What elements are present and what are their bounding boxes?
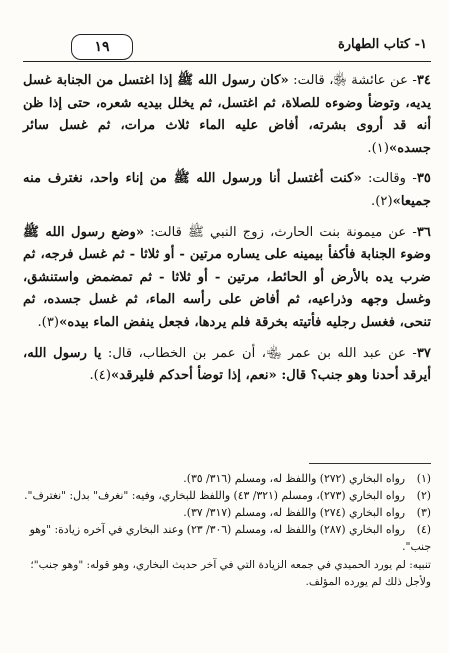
hadith-narrator: - عن عبد الله بن عمر ﵄، أن عمر بن الخطاب، قال: (101, 345, 417, 361)
footnote-text: رواه البخاري (٢٧٣)، ومسلم (٣٢١/ ٤٣) واللفظ للبخاري، وفيه: "نغرف" بدل: "نغترف". (24, 489, 405, 502)
footnote-ref: (١). (367, 140, 389, 156)
hadith-narrator: - عن ميمونة بنت الحارث، زوج النبي ﷺ قالت: (144, 224, 417, 240)
footnote-2 (23, 487, 431, 504)
footnote-text: رواه البخاري (٢٧٢) واللفظ له، ومسلم (٣١٦/ ٣٥). (183, 472, 405, 485)
hadith-number: ٣٥ (416, 171, 431, 187)
hadith-number: ٣٧ (416, 345, 432, 361)
hadith-35 (23, 168, 431, 213)
hadith-36 (23, 222, 431, 335)
page-number-badge (71, 34, 133, 60)
hadith-number: ٣٦ (416, 224, 431, 240)
footnote-number: (١) (416, 472, 431, 485)
footnote-number: (٤) (416, 523, 431, 536)
footnote-3 (23, 504, 431, 521)
chapter-title: ١- كتاب الطهارة (337, 37, 427, 52)
header-divider (23, 61, 431, 62)
footnote-ref: (٣). (37, 314, 60, 330)
editor-note: تنبيه: لم يورد الحميدي في جمعه الزيادة التي في آخر حديث البخاري، وهو قوله: "وهو جنب"؛ ولأجل ذلك لم يورده المؤلف. (30, 559, 431, 588)
hadith-text: يا رسول الله، أيرقد أحدنا وهو جنب؟ قال: «نعم، إذا توضأ أحدكم فليرقد» (23, 345, 431, 384)
footnote-number: (٢) (416, 489, 431, 502)
footnotes (23, 463, 431, 590)
footnote-text: رواه البخاري (٢٧٤) واللفظ له، ومسلم (٣١٧/ ٣٧). (183, 506, 405, 519)
hadith-34 (23, 70, 431, 160)
hadith-list (23, 70, 431, 396)
footnote-text: رواه البخاري (٢٨٧) واللفظ له، ومسلم (٣٠٦/ ٢٣) وعند البخاري في آخره زيادة: "وهو جنب". (29, 523, 431, 553)
footnote-divider (309, 463, 431, 464)
footnote-ref: (٤). (89, 368, 112, 384)
hadith-37 (23, 343, 431, 388)
page-header (23, 34, 431, 64)
hadith-number: ٣٤ (416, 73, 431, 88)
hadith-narrator: - وقالت: (361, 171, 417, 187)
page-number: ١٩ (94, 39, 110, 55)
hadith-text: «كان رسول الله ﷺ إذا اغتسل من الجنابة غسل يديه، وتوضأ وضوءه للصلاة، ثم اغتسل، ثم يخلل بيديه شعره، حتى إذا ظن أنه قد أروى بشرته، أفاض عليه الماء ثلاث مرات، ثم غسل سائر جسده» (23, 73, 431, 156)
hadith-narrator: - عن عائشة ﵂، قالت: (288, 73, 417, 88)
footnote-4 (23, 521, 431, 555)
footnote-1 (23, 470, 431, 487)
footnote-ref: (٢). (371, 193, 393, 209)
hadith-text: «كنت أغتسل أنا ورسول الله ﷺ من إناء واحد، نغترف منه جميعا» (23, 171, 431, 209)
hadith-text: «وضع رسول الله ﷺ وضوء الجنابة فأكفأ بيمينه على يساره مرتين - أو ثلاثا - ثم غسل فرجه، ثم ضرب يده بالأرض أو الحائط، مرتين - أو ثلاثا - ثم تمضمض واستنشق، وغسل وجهه وذراعيه، ثم أفاض على رأسه الماء، ثم غسل جسده، ثم تنحى، فغسل رجليه فأتيته بخرقة فلم يردها، فجعل ينفض الماء بيده» (23, 224, 431, 330)
footnote-number: (٣) (416, 506, 431, 519)
